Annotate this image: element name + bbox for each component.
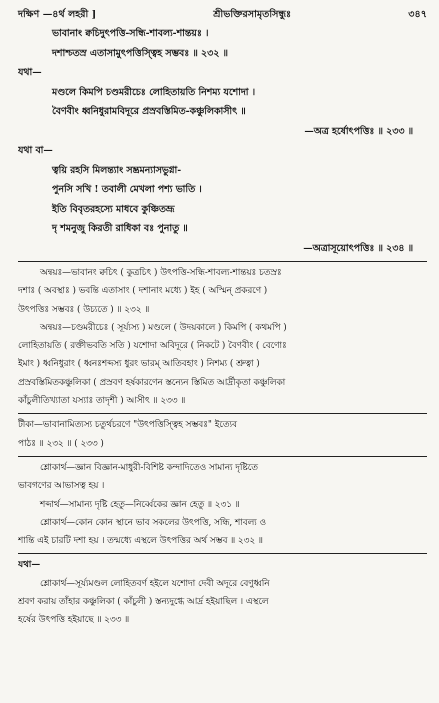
commentary-line: শান্তি এই চারটি দশা হয় । তন্মধ্যে এস্থলে উৎপত্তির অর্থ সম্ভব ॥ ২৩২ ॥: [18, 536, 263, 547]
verse-line: ভাবানাং ক্বচিদুৎপত্তি-সন্ধি-শাবল্য-শান্তয়ঃ ।: [52, 28, 209, 39]
tika-line: টীকা—ভাবানামিত্যস্য চতুর্থচরণে "উৎপত্তিস্ত্বিহ সম্ভবঃ" ইত্যেব: [18, 420, 237, 431]
verse-line: দৃ শমনুজু কিরতী রাধিকা বঃ পুনাতু ॥: [52, 223, 188, 234]
anvaya-line: দশাঃ ( অবস্থাঃ ) ভবন্তি এতাসাং ( দশানাং মধ্যে ) ইহ ( অস্মিন্ প্রকরণে ): [18, 286, 268, 297]
yatha-label: যথা বা—: [18, 145, 53, 156]
verse-tag: —অত্র হর্ষোৎপত্তিঃ ॥ ২৩৩ ॥: [304, 125, 413, 137]
page-number: ৩৪৭: [408, 9, 427, 20]
commentary-line: শ্রবণ করায় তাঁহার কঞ্চুলিকা ( কাঁচুলী ) স্তন্যদুগ্ধে আর্দ্র হইয়াছিল । এস্থলে: [18, 597, 269, 608]
tika-line: পাঠঃ ॥ ২৩২ ॥ ( ২৩৩ ): [18, 438, 104, 449]
tika-block: [18, 416, 427, 453]
commentary-line: শব্দার্থ—সামান্য দৃষ্টি হেতু—নির্ব্বেকের জ্ঞান হেতু ॥ ২৩১ ॥: [40, 499, 240, 510]
anvaya-line: উৎপত্তিঃ সম্ভবঃ ( উচ্যতে ) ॥ ২৩২ ॥: [18, 304, 150, 315]
anvaya-block: [18, 264, 427, 410]
verse-line: দশাশ্চতস্র এতাসামুৎপত্তিস্ত্বিহ সম্ভবঃ ॥ ২৩২ ॥: [52, 47, 228, 59]
commentary-line: শ্লোকার্থ—কোন কোন স্থানে ভাব সকলের উৎপত্তি, সন্ধি, শাবল্য ও: [40, 517, 266, 528]
anvaya-line: প্রস্রবস্তিমিতকঞ্চুলিকা ( প্রস্রবণ হর্ষকারণেন স্তন্যেন স্তিমিত আর্দ্রীকৃতা কঞ্চুলিকা: [18, 377, 286, 388]
yatha-label: যথা—: [18, 560, 41, 571]
commentary-line: শ্লোকার্থ—সূর্য্যমণ্ডল লোহিতবর্ণ হইলে যশোদা দেবী অদূরে বেণুধ্বনি: [40, 578, 270, 589]
verse-line: ইতি বিবৃতরহস্যে মাধবে কুঞ্চিতভ্রূ: [52, 203, 175, 215]
commentary-line: হর্ষের উৎপত্তি হইয়াছে ॥ ২৩৩ ॥: [18, 615, 130, 626]
verse-line: ত্বয়ি রহসি মিলন্ত্যাং সম্ভ্রমন্যাসভুগ্না-: [52, 164, 182, 176]
commentary-line: ভাবগণের আভাসত্ব হয় ।: [18, 481, 105, 492]
anvaya-line: ইমাং ) ধ্বনিধুরাং ( ধ্বনঃশব্দস্য ধুরং ভারম্ আতিবহাং ) নিশম্য ( শ্রুত্বা ): [18, 359, 260, 370]
yatha-label: যথা—: [18, 67, 42, 78]
section-divider: [18, 413, 427, 414]
anvaya-line: অন্বয়ঃ—ভাবানং ক্বচিৎ ( কুত্রচিৎ ) উৎপত্তি-সন্ধি-শাবল্য-শান্তয়ঃ চতস্রঃ: [40, 268, 282, 278]
commentary-block: [18, 459, 427, 630]
verse-block: [18, 24, 427, 258]
section-divider: [18, 261, 427, 262]
verse-line: বৈণবীং ধ্বনিধুরামবিদূরে প্রস্রবস্তিমিত-কঞ্চুলিকাসীৎ ॥: [52, 106, 246, 117]
header-book-title: শ্রীভক্তিরসামৃতসিন্ধুঃ: [213, 9, 292, 20]
verse-line: পুনসি সখি ! তবালী মেখলা পশ্য ভাতি ।: [52, 184, 202, 195]
section-divider: [18, 456, 427, 457]
commentary-line: শ্লোকার্থ—জ্ঞান বিজ্ঞান-মাধুরী-বিশিষ্ট কন্দাদিতেও সামান্য দৃষ্টিতে: [40, 462, 258, 473]
header-chapter: দক্ষিণ —৪র্থ লহরী ]: [18, 9, 97, 20]
verse-line: মণ্ডলে কিমপি চণ্ডমরীচেঃ লোহিতায়তি নিশম্য যশোদা ।: [52, 86, 256, 98]
anvaya-line: অন্বয়ঃ—চণ্ডমরীচেঃ ( সূর্য্যস্য ) মণ্ডলে ( উদয়কালে ) কিমপি ( কথমপি ): [40, 322, 287, 333]
anvaya-line: লোহিতায়তি ( রক্তীভবতি সতি ) যশোদা অবিদূরে ( নিকটে ) বৈণবীং ( বেণোঃ: [18, 341, 287, 352]
section-divider: [18, 553, 427, 554]
verse-tag: —অত্রাসূয়োৎপত্তিঃ ॥ ২৩৪ ॥: [303, 242, 413, 254]
running-header: [18, 8, 427, 24]
anvaya-line: কাঁচুলীতিখ্যাতা যস্যাঃ তাদৃশী ) আসীৎ ॥ ২৩৩ ॥: [18, 396, 186, 407]
